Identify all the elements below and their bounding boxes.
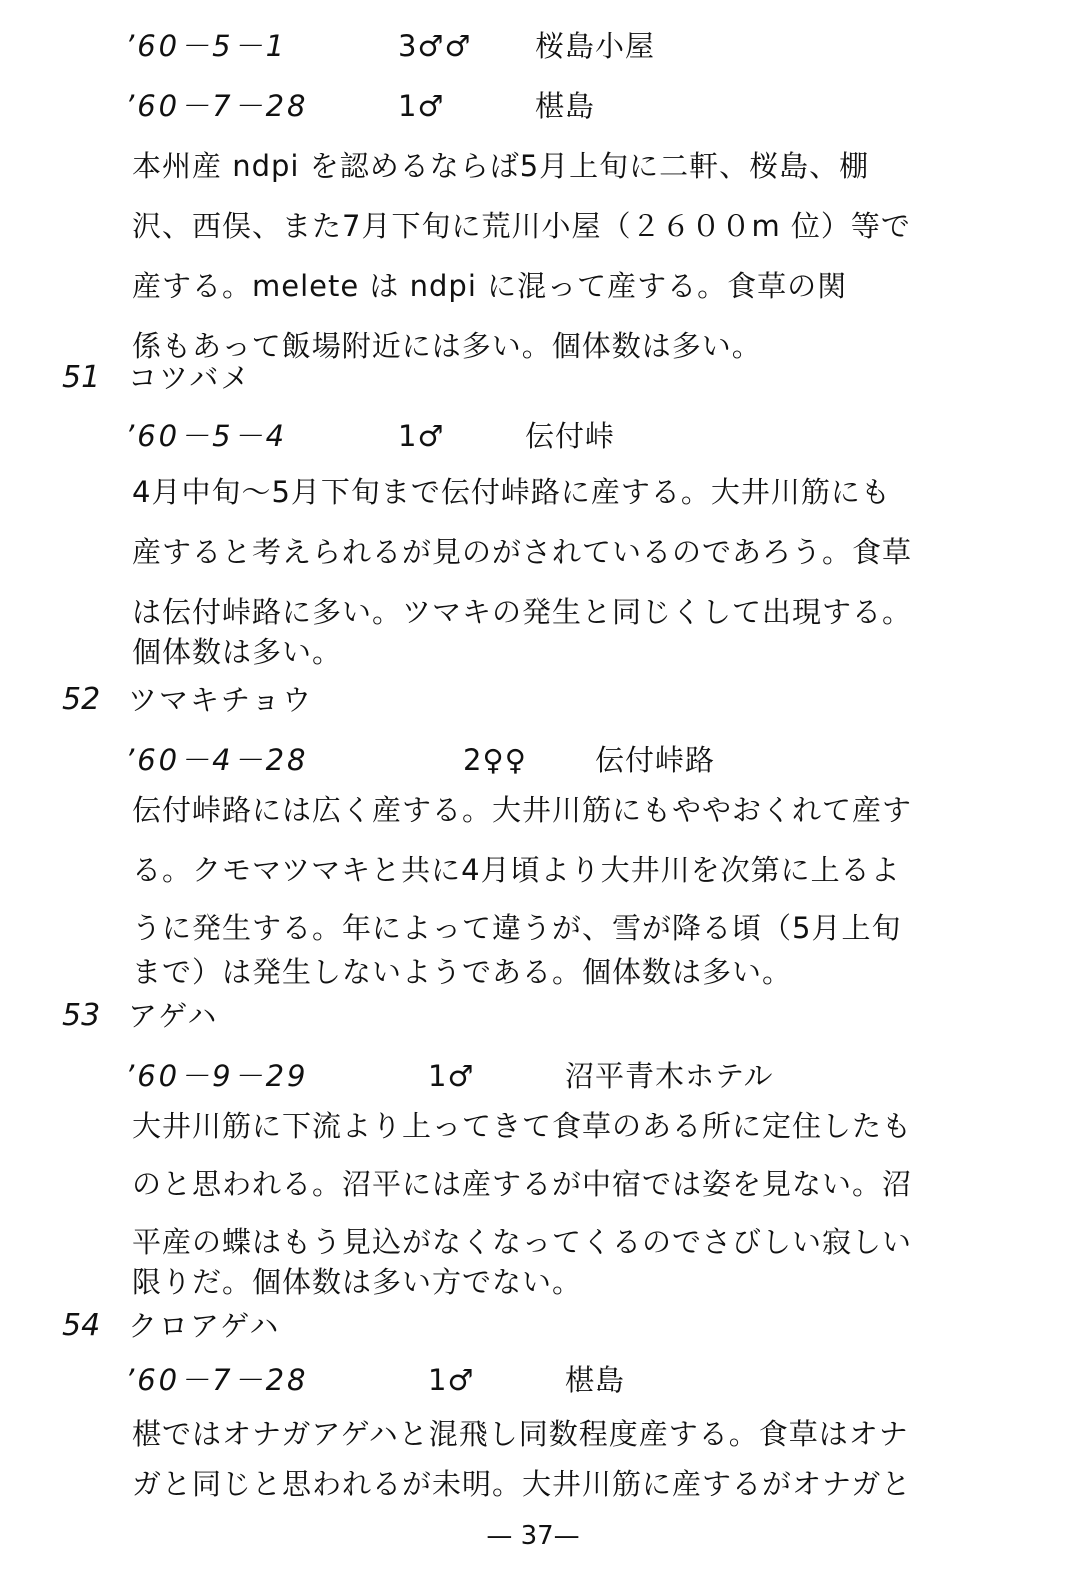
record-place: 伝付峠路 [595, 743, 716, 777]
record-count: 3♂♂ [398, 29, 472, 63]
species-name: ツマキチョウ [128, 683, 314, 717]
species-name: クロアゲハ [128, 1309, 281, 1343]
paragraph-line: のと思われる。沼平には産するが中宿では姿を見ない。沼 [132, 1167, 913, 1201]
paragraph-line: 産すると考えられるが見のがされているのであろう。食草 [132, 535, 913, 569]
record-date: ’60－7－28 [125, 89, 309, 123]
species-name: コツバメ [128, 361, 252, 395]
record-count: 1♂ [398, 89, 445, 123]
paragraph-line: 4月中旬～5月下旬まで伝付峠路に産する。大井川筋にも [132, 475, 891, 509]
record-place: 桜島小屋 [535, 29, 656, 63]
paragraph-line: 産する。melete は ndpi に混って産する。食草の関 [132, 269, 848, 303]
paragraph-line: る。クモマツマキと共に4月頃より大井川を次第に上るよ [132, 853, 901, 887]
species-name: アゲハ [128, 999, 219, 1033]
record-place: 椹島 [565, 1363, 626, 1397]
record-count: 1♂ [398, 419, 445, 453]
entry-number: 53 [62, 998, 101, 1033]
entry-number: 51 [62, 360, 101, 395]
paragraph-line: 沢、西俣、また7月下旬に荒川小屋（２６００m 位）等で [132, 209, 911, 243]
paragraph-line: は伝付峠路に多い。ツマキの発生と同じくして出現する。 [132, 595, 913, 629]
record-place: 沼平青木ホテル [565, 1059, 774, 1093]
record-date: ’60－7－28 [125, 1363, 309, 1397]
paragraph-line: 本州産 ndpi を認めるならば5月上旬に二軒、桜島、棚 [132, 149, 870, 183]
record-count: 1♂ [428, 1363, 475, 1397]
record-count: 1♂ [428, 1059, 475, 1093]
paragraph-line: 係もあって飯場附近には多い。個体数は多い。 [132, 329, 762, 363]
paragraph-line: うに発生する。年によって違うが、雪が降る頃（5月上旬 [132, 911, 902, 945]
page-number: — 37— [486, 1521, 580, 1551]
paragraph-line: 椹ではオナガアゲハと混飛し同数程度産する。食草はオナ [132, 1417, 909, 1451]
paragraph-line: 平産の蝶はもう見込がなくなってくるのでさびしい寂しい [132, 1225, 913, 1259]
paragraph-line: ガと同じと思われるが未明。大井川筋に産するがオナガと [132, 1467, 912, 1501]
record-place: 椹島 [535, 89, 596, 123]
paragraph-line: 伝付峠路には広く産する。大井川筋にもややおくれて産す [132, 793, 913, 827]
record-place: 伝付峠 [525, 419, 616, 453]
paragraph-line: まで）は発生しないようである。個体数は多い。 [132, 955, 793, 989]
paragraph-line: 限りだ。個体数は多い方でない。 [132, 1265, 583, 1299]
record-count: 2♀♀ [463, 743, 527, 777]
paragraph-line: 個体数は多い。 [132, 635, 343, 669]
entry-number: 52 [62, 682, 101, 717]
entry-number: 54 [62, 1308, 101, 1343]
record-date: ’60－5－4 [125, 419, 288, 453]
record-date: ’60－9－29 [125, 1059, 309, 1093]
record-date: ’60－5－1 [125, 29, 288, 63]
record-date: ’60－4－28 [125, 743, 309, 777]
paragraph-line: 大井川筋に下流より上ってきて食草のある所に定住したも [132, 1109, 913, 1143]
